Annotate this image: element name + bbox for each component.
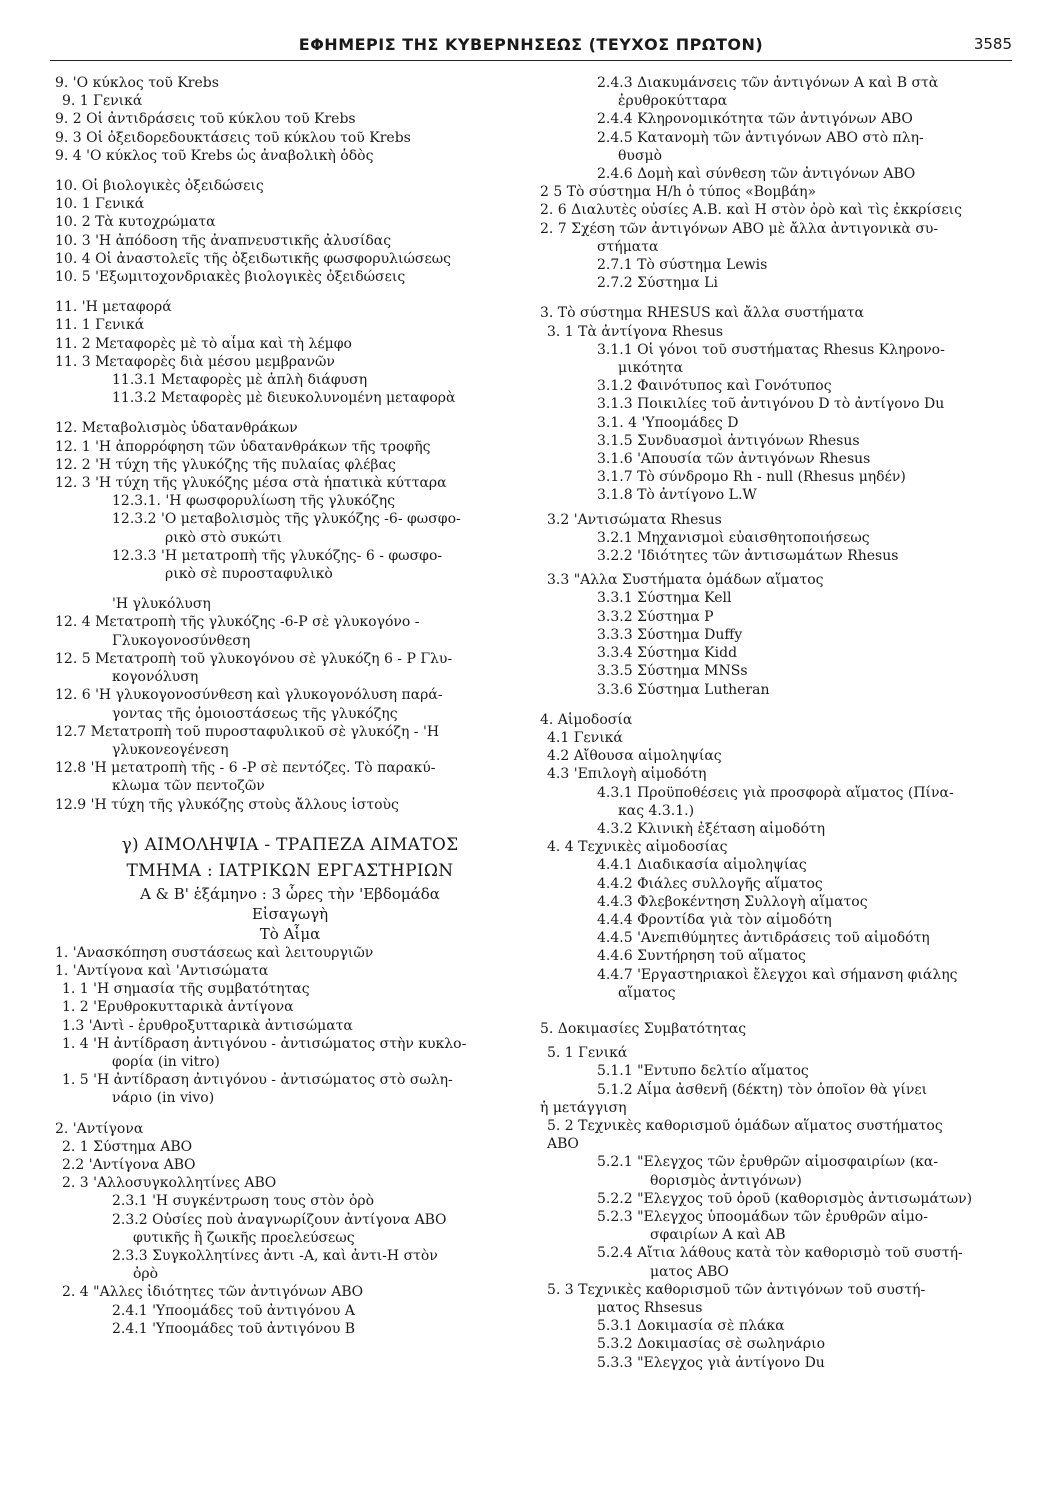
toc-line: 5. 3 Τεχνικὲς καθορισμοῦ τῶν ἀντιγόνων τοῦ συστή- [547,1281,926,1298]
toc-line: 4.2 Αἴθουσα αἱμοληψίας [547,748,722,765]
toc-line: 4. Αἱμοδοσία [540,711,633,728]
toc-line: 3.1.8 Τὸ ἀντίγονο L.W [597,487,757,504]
toc-line: 5.3.2 Δοκιμασίας σὲ σωληνάριο [597,1336,826,1353]
toc-line: 5.2.2 "Ελεγχος τοῦ ὀροῦ (καθορισμὸς ἀντισωμάτων) [597,1190,973,1207]
toc-line: στήματα [597,238,659,255]
toc-line: 4.3.1 Προϋποθέσεις γιὰ προσφορὰ αἵματος (Πίνα- [597,784,954,801]
toc-line: ματος Rhsesus [597,1300,703,1316]
toc-line: 2. 4 "Αλλες ἰδιότητες τῶν ἀντιγόνων ΑΒΟ [62,1284,364,1301]
toc-line: 1. 2 'Ερυθροκυτταρικὰ ἀντίγονα [62,999,294,1016]
toc-line: 3.1.7 Τὸ σύνδρομο Rh - null (Rhesus μηδέν) [597,469,906,486]
toc-line: 10. 2 Τὰ κυτοχρώματα [55,214,216,231]
toc-line: 2.4.5 Κατανομὴ τῶν ἀντιγόνων ΑΒΟ στὸ πλη- [597,129,924,146]
toc-line: 12. 2 'Η τύχη τῆς γλυκόζης τῆς πυλαίας φλέβας [55,456,396,473]
toc-line: 3.1. 4 'Υποομάδες D [597,414,739,431]
toc-line: θυσμὸ [618,147,663,164]
toc-line: 4.1 Γενικά [547,729,623,746]
toc-line: 2.2 'Αντίγονα ΑΒΟ [62,1156,196,1173]
toc-line: 2.7.2 Σύστημα Li [597,275,718,292]
toc-line: 3.1.2 Φαινότυπος καὶ Γονότυπος [597,378,832,395]
page-number: 3585 [973,35,1012,53]
toc-line: 3.3.3 Σύστημα Duffy [597,626,743,643]
toc-line: 9. 2 Οἱ ἀντιδράσεις τοῦ κύκλου τοῦ Krebs [55,111,356,128]
section-subheading: ΤΜΗΜΑ : ΙΑΤΡΙΚΩΝ ΕΡΓΑΣΤΗΡΙΩΝ [126,860,454,881]
toc-line: γλυκονεογένεση [112,741,229,758]
toc-line: 5.2.1 "Ελεγχος τῶν ἐρυθρῶν αἱμοσφαιρίων (κα- [597,1154,939,1171]
toc-line: 12.9 'Η τύχη τῆς γλυκόζης στοὺς ἄλλους ἱστοὺς [55,796,399,813]
toc-line: 3.3.6 Σύστημα Lutheran [597,681,770,698]
toc-line: 1. 5 'Η ἀντίδραση ἀντιγόνου - ἀντισώματος στὸ σωλη- [62,1072,453,1089]
toc-line: 12. 1 'Η ἀπορρόφηση τῶν ὑδατανθράκων τῆς τροφῆς [55,438,431,455]
toc-line: 4.4.4 Φροντίδα γιὰ τὸν αἱμοδότη [597,911,832,928]
toc-line: 3.2 'Αντισώματα Rhesus [547,511,722,528]
toc-line: γοντας τῆς ὁμοιοστάσεως τῆς γλυκόζης [112,705,398,722]
toc-line: ἡ μετάγγιση [540,1099,627,1116]
toc-line: 9. 4 'Ο κύκλος τοῦ Krebs ὡς ἀναβολικὴ ὁδὸς [55,147,374,164]
toc-line: 4.4.6 Συντήρηση τοῦ αἵματος [597,948,806,965]
toc-line: 5.3.1 Δοκιμασία σὲ πλάκα [597,1318,785,1335]
toc-line: 12. 5 Μετατροπὴ τοῦ γλυκογόνου σὲ γλυκόζη 6 - P Γλυ- [55,650,453,667]
toc-line: 10. Οἱ βιολογικὲς ὀξειδώσεις [55,178,264,195]
toc-line: 4.4.5 'Ανεπιθύμητες ἀντιδράσεις τοῦ αἱμοδότη [597,930,930,947]
gazette-title: ΕΦΗΜΕΡΙΣ ΤΗΣ ΚΥΒΕΡΝΗΣΕΩΣ (ΤΕΥΧΟΣ ΠΡΩΤΟΝ) [298,35,764,54]
toc-line: 5.2.4 Αἴτια λάθους κατὰ τὸν καθορισμὸ τοῦ συστή- [597,1245,963,1262]
toc-line: 1. 'Αντίγονα καὶ 'Αντισώματα [55,962,269,979]
toc-line: 12.3.1. 'Η φωσφορυλίωση τῆς γλυκόζης [112,493,396,510]
toc-line: 4.4.1 Διαδικασία αἱμοληψίας [597,857,807,874]
toc-line: 3.1.1 Οἱ γόνοι τοῦ συστήματας Rhesus Κληρονο- [597,341,945,358]
toc-line: 12. 3 'Η τύχη τῆς γλυκόζης μέσα στὰ ἡπατικὰ κύτταρα [55,475,447,492]
toc-line: μικότητα [618,360,684,377]
toc-line: 3.3.2 Σύστημα P [597,608,714,625]
toc-line: 4.3.2 Κλινικὴ ἐξέταση αἱμοδότη [597,820,826,837]
toc-line: ὀρὸ [133,1266,159,1283]
right-column [540,74,1010,1372]
toc-line: 9. 'Ο κύκλος τοῦ Krebs [55,75,219,91]
toc-line: κογονόλυση [112,669,199,686]
toc-line: 2.4.1 'Υποομάδες τοῦ ἀντιγόνου Α [112,1302,355,1319]
toc-line: 2. 3 'Αλλοσυγκολλητίνες ΑΒΟ [62,1175,277,1192]
toc-line: 1.3 'Αντὶ - ἐρυθροξυτταρικὰ ἀντισώματα [62,1017,353,1034]
toc-line: 10. 4 Οἱ ἀναστολεῖς τῆς ὀξειδωτικῆς φωσφορυλιώσεως [55,250,451,267]
toc-line: 5.1.2 Αἷμα ἀσθενῆ (δέκτη) τὸν ὁποῖον θὰ γίνει [597,1081,928,1098]
toc-line: ρικὸ στὸ συκώτι [165,529,282,546]
toc-line: 1. 4 'Η ἀντίδραση ἀντιγόνου - ἀντισώματος στὴν κυκλο- [62,1035,467,1052]
toc-line: 5.3.3 "Ελεγχος γιὰ ἀντίγονο Du [597,1354,825,1371]
toc-line: 'Η γλυκόλυση [112,596,211,613]
toc-line: 12.3.2 'Ο μεταβολισμὸς τῆς γλυκόζης -6- φωσφο- [112,511,461,528]
toc-line: 5. 2 Τεχνικὲς καθορισμοῦ ὁμάδων αἵματος συστήματος [547,1117,943,1134]
toc-line: νάριο (in vivo) [112,1090,215,1107]
toc-line: 3.3.1 Σύστημα Kell [597,590,732,607]
toc-line: 9. 1 Γενικά [62,93,143,110]
toc-line: 2.3.1 'Η συγκέντρωση τους στὸν ὀρὸ [112,1193,375,1210]
toc-line: 3.1.5 Συνδυασμοὶ ἀντιγόνων Rhesus [597,432,860,449]
toc-line: 3.3.5 Σύστημα MNSs [597,663,748,680]
left-column [55,74,525,1338]
toc-line: 2.4.1 'Υποομάδες τοῦ ἀντιγόνου Β [112,1320,356,1337]
toc-line: 1. 1 'Η σημασία τῆς συμβατότητας [62,981,310,998]
toc-line: 5. Δοκιμασίες Συμβατότητας [540,1020,747,1037]
toc-line: 4.4.2 Φιάλες συλλογῆς αἵματος [597,875,823,892]
toc-line: ρικὸ σὲ πυροσταφυλικὸ [165,566,333,583]
toc-line: 5.2.3 "Ελεγχος ὑποομάδων τῶν ἐρυθρῶν αἱμο- [597,1208,928,1225]
toc-line: 3. 1 Τὰ ἀντίγονα Rhesus [547,323,724,340]
toc-line: 2.4.4 Κληρονομικότητα τῶν ἀντιγόνων ΑΒΟ [597,111,913,128]
toc-line: σφαιρίων Α καὶ ΑΒ [650,1227,786,1244]
toc-line: κας 4.3.1.) [618,802,695,819]
toc-line: 3.2.1 Μηχανισμοὶ εὐαισθητοποιήσεως [597,529,870,546]
introduction-heading: Εἰσαγωγὴ [251,904,329,923]
toc-line: 11.3.2 Μεταφορὲς μὲ διευκολυνομένη μεταφορὰ [112,390,456,407]
toc-line: 11. 2 Μεταφορὲς μὲ τὸ αἷμα καὶ τὴ λέμφο [55,335,352,352]
toc-line: 11. 3 Μεταφορὲς διὰ μέσου μεμβρανῶν [55,353,335,370]
toc-line: 3. Τὸ σύστημα RHESUS καὶ ἄλλα συστήματα [540,305,864,322]
toc-line: Γλυκογονοσύνθεση [112,632,251,649]
toc-line: 3.1.6 'Απουσία τῶν ἀντιγόνων Rhesus [597,451,871,468]
toc-line: 12. 4 Μετατροπὴ τῆς γλυκόζης -6-P σὲ γλυκογόνο - [55,614,420,631]
toc-line: 2 5 Τὸ σύστημα Η/h ὁ τύπος «Βομβάη» [540,184,817,201]
toc-line: 12. 6 'Η γλυκογονοσύνθεση καὶ γλυκογονόλυση παρά- [55,687,443,704]
toc-line: 4.3 'Επιλογὴ αἱμοδότη [547,766,707,783]
toc-line: 11. 1 Γενικά [55,317,145,334]
toc-line: 4. 4 Τεχνικὲς αἱμοδοσίας [547,839,728,856]
toc-line: 5. 1 Γενικά [547,1045,628,1062]
semester-info: Α & Β' ἑξάμηνο : 3 ὧρες τὴν 'Εβδομάδα [140,884,440,903]
toc-line: 2. 7 Σχέση τῶν ἀντιγόνων ΑΒΟ μὲ ἄλλα ἀντιγονικὰ συ- [540,220,939,237]
toc-line: 3.2.2 'Ιδιότητες τῶν ἀντισωμάτων Rhesus [597,548,899,565]
toc-line: θορισμὸς ἀντιγόνων) [650,1172,802,1189]
toc-line: φορία (in vitro) [112,1053,220,1070]
topic-heading: Τὸ Αἷμα [259,924,321,943]
toc-line: φυτικῆς ἢ ζωικῆς προελεύσεως [133,1229,355,1246]
toc-line: 2.3.2 Οὐσίες ποὺ ἀναγνωρίζουν ἀντίγονα ΑΒΟ [112,1211,447,1228]
toc-line: 3.1.3 Ποικιλίες τοῦ ἀντιγόνου D τὸ ἀντίγονο Du [597,396,945,413]
toc-line: ἐρυθροκύτταρα [618,93,728,110]
toc-line: 10. 1 Γενικά [55,196,145,213]
toc-line: 2. 'Αντίγονα [55,1120,144,1137]
toc-line: 10. 3 'Η ἀπόδοση τῆς ἀναπνευστικῆς ἀλυσίδας [55,232,392,249]
toc-line: ΑΒΟ [547,1136,579,1153]
toc-line: κλωμα τῶν πεντοζῶν [112,778,265,795]
toc-line: αἵματος [618,984,676,1001]
toc-line: 2.4.3 Διακυμάνσεις τῶν ἀντιγόνων Α καὶ Β στὰ [597,75,939,91]
toc-line: 12.8 'Η μετατροπὴ τῆς - 6 -P σὲ πεντόζες. Τὸ παρακύ- [55,760,436,777]
toc-line: 2.4.6 Δομὴ καὶ σύνθεση τῶν ἀντιγόνων ΑΒΟ [597,166,916,183]
toc-line: 4.4.7 'Εργαστηριακοὶ ἔλεγχοι καὶ σήμανση φιάλης [597,966,958,983]
toc-line: 11. 'Η μεταφορά [55,299,172,316]
section-heading: γ) ΑΙΜΟΛΗΨΙΑ - ΤΡΑΠΕΖΑ ΑΙΜΑΤΟΣ [121,834,459,855]
toc-line: 9. 3 Οἱ ὀξειδορεδουκτάσεις τοῦ κύκλου τοῦ Krebs [55,129,411,146]
toc-line: 1. 'Ανασκόπηση συστάσεως καὶ λειτουργιῶν [55,944,374,961]
toc-line: 12. Μεταβολισμὸς ὑδατανθράκων [55,420,298,437]
toc-line: ματος ΑΒΟ [650,1263,729,1280]
page-header [50,30,1012,61]
toc-line: 10. 5 'Εξωμιτοχονδριακὲς βιολογικὲς ὀξειδώσεις [55,269,406,286]
toc-line: 2. 1 Σύστημα ΑΒΟ [62,1138,193,1155]
toc-line: 3.3 "Αλλα Συστήματα ὁμάδων αἵματος [547,572,824,589]
toc-line: 2.3.3 Συγκολλητίνες ἀντι -Α, καὶ ἀντι-Η στὸν [112,1247,438,1264]
toc-line: 5.1.1 "Εντυπο δελτίο αἵματος [597,1063,809,1080]
toc-line: 2.7.1 Τὸ σύστημα Lewis [597,257,768,274]
toc-line: 3.3.4 Σύστημα Kidd [597,645,738,662]
toc-line: 2. 6 Διαλυτὲς οὐσίες Α.Β. καὶ Η στὸν ὀρὸ καὶ τὶς ἐκκρίσεις [540,202,963,219]
toc-line: 12.3.3 'Η μετατροπὴ τῆς γλυκόζης- 6 - φωσφο- [112,547,443,564]
toc-line: 12.7 Μετατροπὴ τοῦ πυροσταφυλικοῦ σὲ γλυκόζη - 'Η [55,723,440,740]
toc-line: 11.3.1 Μεταφορὲς μὲ ἁπλὴ διάφυση [112,372,368,389]
toc-line: 4.4.3 Φλεβοκέντηση Συλλογὴ αἵματος [597,893,868,910]
